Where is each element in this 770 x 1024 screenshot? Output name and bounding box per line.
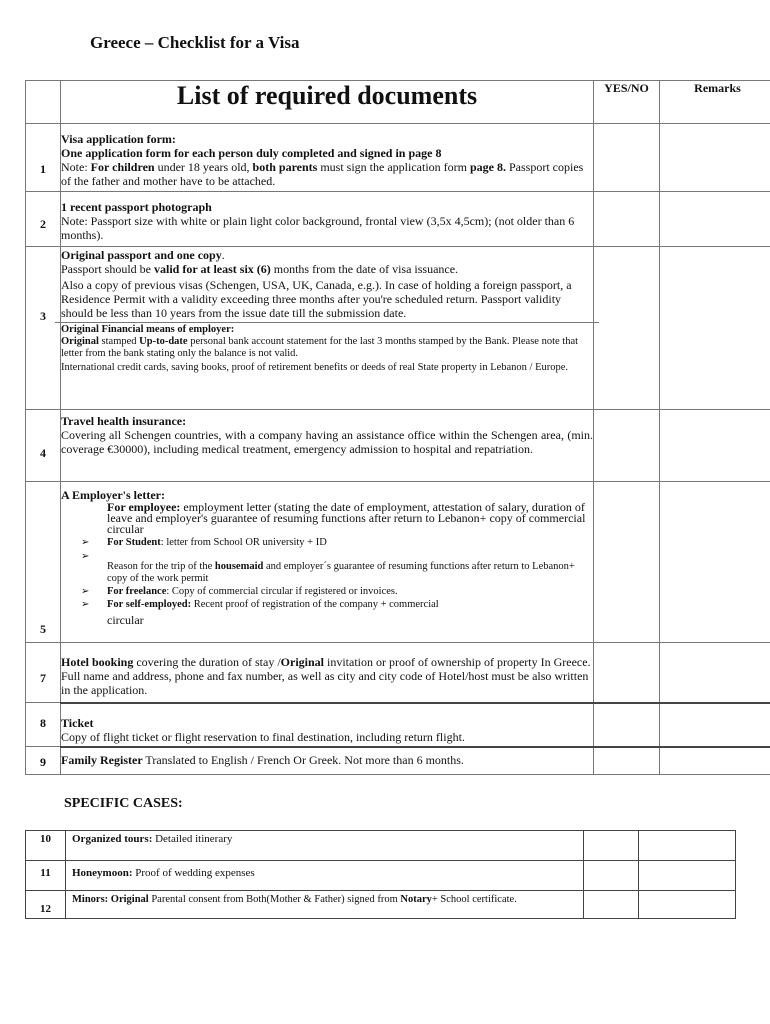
table-header-row [26, 81, 770, 124]
table-row [26, 747, 770, 775]
remarks-cell[interactable] [639, 831, 736, 861]
table-row [26, 124, 770, 192]
yes-no-cell[interactable] [584, 861, 639, 891]
table-row [26, 643, 770, 703]
remarks-cell[interactable] [660, 703, 770, 747]
table-row [26, 861, 736, 891]
yes-no-cell[interactable] [594, 703, 660, 747]
num-header-cell [26, 81, 61, 124]
yes-no-header: YES/NO [594, 81, 660, 124]
remarks-cell[interactable] [660, 192, 770, 247]
row-content: Honeymoon: Proof of wedding expenses [66, 861, 584, 891]
row-content: Hotel booking covering the duration of stay /Original invitation or proof of ownership of property In Greece. Full name and address, phone and fax number, as well as city and city code of Hotel/host must be also written in the application. [61, 643, 594, 703]
yes-no-cell[interactable] [594, 410, 660, 482]
yes-no-cell[interactable] [584, 891, 639, 919]
remarks-cell[interactable] [660, 410, 770, 482]
yes-no-cell[interactable] [594, 482, 660, 643]
row-content: Original passport and one copy. Passport should be valid for at least six (6) months from the date of visa issuance. Also a copy of previous visas (Schengen, USA, UK, Canada, e.g.). In case of holding a foreign passport, a Residence Permit with a validity exceeding three months after you're scheduled return. Passport validity should be less than 10 years from the issue date till the submission date. Original Financial means of employer: Original stamped Up-to-date personal bank account statement for the last 3 months stamped by the Bank. Please note that letter from the bank stating only the balance is not valid. International credit cards, saving books, proof of retirement benefits or deeds of real State property in Lebanon / Europe. [61, 247, 594, 410]
row-number: 3 [26, 247, 61, 410]
yes-no-cell[interactable] [594, 247, 660, 410]
yes-no-cell[interactable] [594, 747, 660, 775]
row-content: 1 recent passport photograph Note: Passport size with white or plain light color background, frontal view (3,5x 4,5cm); (not older than 6 months). [61, 192, 594, 247]
row-number: 12 [26, 891, 66, 919]
yes-no-cell[interactable] [594, 643, 660, 703]
arrowhead-bullet-icon: ➢ [81, 537, 90, 548]
row-content: Minors: Original Parental consent from Both(Mother & Father) signed from Notary+ School certificate. [66, 891, 584, 919]
table-row [26, 703, 770, 747]
row-number: 5 [26, 482, 61, 643]
table-row [26, 482, 770, 643]
required-documents-table [25, 80, 770, 775]
specific-cases-heading: SPECIFIC CASES: [64, 796, 183, 811]
row-number: 7 [26, 643, 61, 703]
yes-no-cell[interactable] [594, 124, 660, 192]
remarks-cell[interactable] [639, 891, 736, 919]
remarks-cell[interactable] [639, 861, 736, 891]
table-row [26, 891, 736, 919]
row-number: 8 [26, 703, 61, 747]
remarks-cell[interactable] [660, 124, 770, 192]
table-row [26, 831, 736, 861]
arrowhead-bullet-icon: ➢ [81, 551, 90, 562]
row-number: 4 [26, 410, 61, 482]
row-content: Travel health insurance: Covering all Schengen countries, with a company having an assistance office within the Schengen area, (min. coverage €30000), including medical treatment, emergency admission to hospital and repatriation. [61, 410, 594, 482]
table-row [26, 410, 770, 482]
table-row [26, 247, 770, 410]
row-number: 11 [26, 861, 66, 891]
row-content: A Employer's letter: For employee: employment letter (stating the date of employment, attestation of salary, duration of leave and employer's guarantee of resuming functions after return to Lebanon+ copy of commercial circular ➢ For Student: letter from School OR university + ID ➢ Reason for the trip of the housemaid and employer´s guarantee of resuming functions after return to Lebanon+ copy of the work permit ➢ For freelance: Copy of commercial circular if registered or invoices. ➢ For self-employed: Recent proof of registration of the company + commercial circular [61, 482, 594, 643]
yes-no-cell[interactable] [584, 831, 639, 861]
list-header: List of required documents [61, 81, 594, 124]
row-content: Family Register Translated to English / French Or Greek. Not more than 6 months. [61, 747, 594, 775]
row-number: 10 [26, 831, 66, 861]
table-row [26, 192, 770, 247]
row-content: Organized tours: Detailed itinerary [66, 831, 584, 861]
yes-no-cell[interactable] [594, 192, 660, 247]
remarks-cell[interactable] [660, 247, 770, 410]
arrowhead-bullet-icon: ➢ [81, 599, 90, 610]
remarks-cell[interactable] [660, 482, 770, 643]
page-title: Greece – Checklist for a Visa [90, 33, 300, 52]
row-number: 1 [26, 124, 61, 192]
remarks-cell[interactable] [660, 747, 770, 775]
specific-cases-table [25, 830, 736, 919]
remarks-cell[interactable] [660, 643, 770, 703]
row-content: Visa application form: One application form for each person duly completed and signed in page 8 Note: For children under 18 years old, both parents must sign the application form page 8. Passport copies of the father and mother have to be attached. [61, 124, 594, 192]
row-number: 2 [26, 192, 61, 247]
row-content: Ticket Copy of flight ticket or flight reservation to final destination, including return flight. [61, 703, 594, 747]
remarks-header: Remarks [660, 81, 770, 124]
arrowhead-bullet-icon: ➢ [81, 586, 90, 597]
row-number: 9 [26, 747, 61, 775]
